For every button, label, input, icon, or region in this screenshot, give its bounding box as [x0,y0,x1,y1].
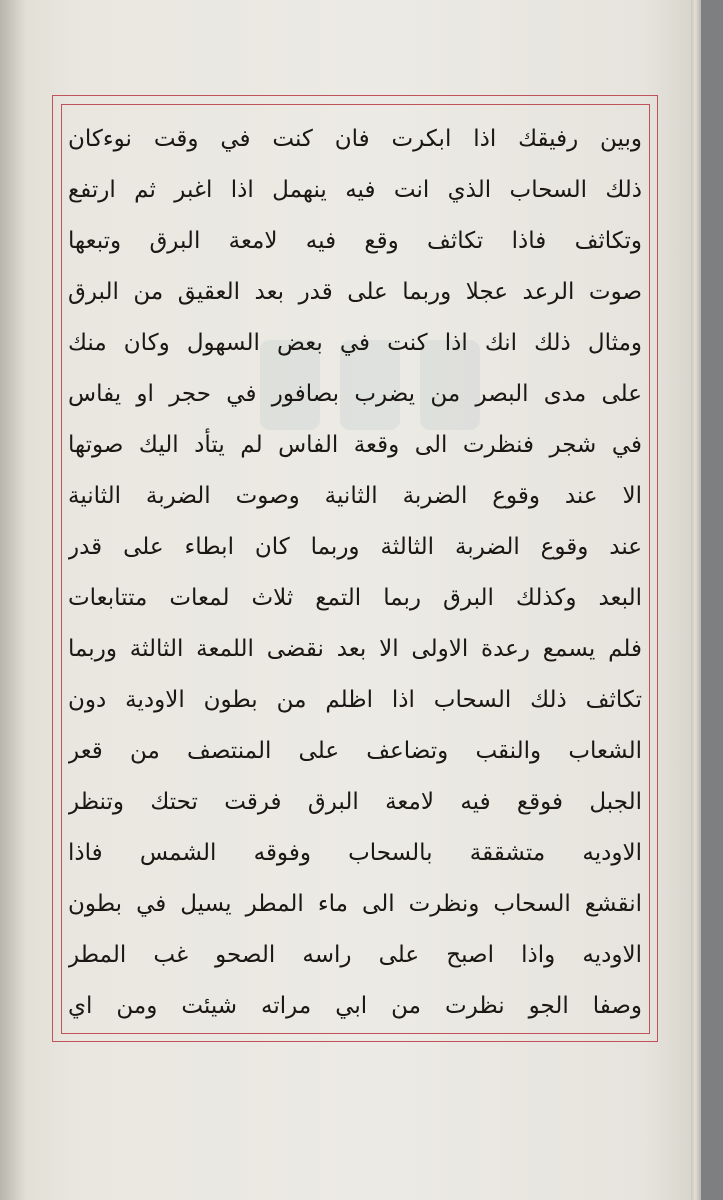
text-line: فلم يسمع رعدة الاولى الا بعد نقضى اللمعة الثالثة وربما [68,636,642,662]
text-line: الاوديه متشققة بالسحاب وفوقه الشمس فاذا [68,840,642,866]
text-line: الاوديه واذا اصبح على راسه الصحو غب المطر [68,942,642,968]
text-line: البعد وكذلك البرق ربما التمع ثلاث لمعات متتابعات [68,585,642,611]
manuscript-text-block [64,108,646,1030]
text-line: في شجر فنظرت الى وقعة الفاس لم يتأد اليك صوتها [68,432,642,458]
text-line: انقشع السحاب ونظرت الى ماء المطر يسيل في بطون [68,891,642,917]
text-line: عند وقوع الضربة الثالثة وربما كان ابطاء على قدر [68,534,642,560]
text-line: وصفا الجو نظرت من ابي مراته شيئت ومن اي [68,993,642,1019]
text-line: وتكاثف فاذا تكاثف وقع فيه لامعة البرق وتبعها [68,228,642,254]
page-edge [691,0,701,1200]
text-line: الجبل فوقع فيه لامعة البرق فرقت تحتك وتنظر [68,789,642,815]
text-line: تكاثف ذلك السحاب اذا اظلم من بطون الاودية دون [68,687,642,713]
text-line: ذلك السحاب الذي انت فيه ينهمل اذا اغبر ثم ارتفع [68,177,642,203]
text-line: الشعاب والنقب وتضاعف على المنتصف من قعر [68,738,642,764]
text-line: الا عند وقوع الضربة الثانية وصوت الضربة الثانية [68,483,642,509]
binding-shadow [0,0,26,1200]
text-line: على مدى البصر من يضرب بصافور في حجر او يفاس [68,381,642,407]
text-line: وبين رفيقك اذا ابكرت فان كنت في وقت نوءكان [68,126,642,152]
text-line: ومثال ذلك انك اذا كنت في بعض السهول وكان منك [68,330,642,356]
text-line: صوت الرعد عجلا وربما على قدر بعد العقيق من البرق [68,279,642,305]
